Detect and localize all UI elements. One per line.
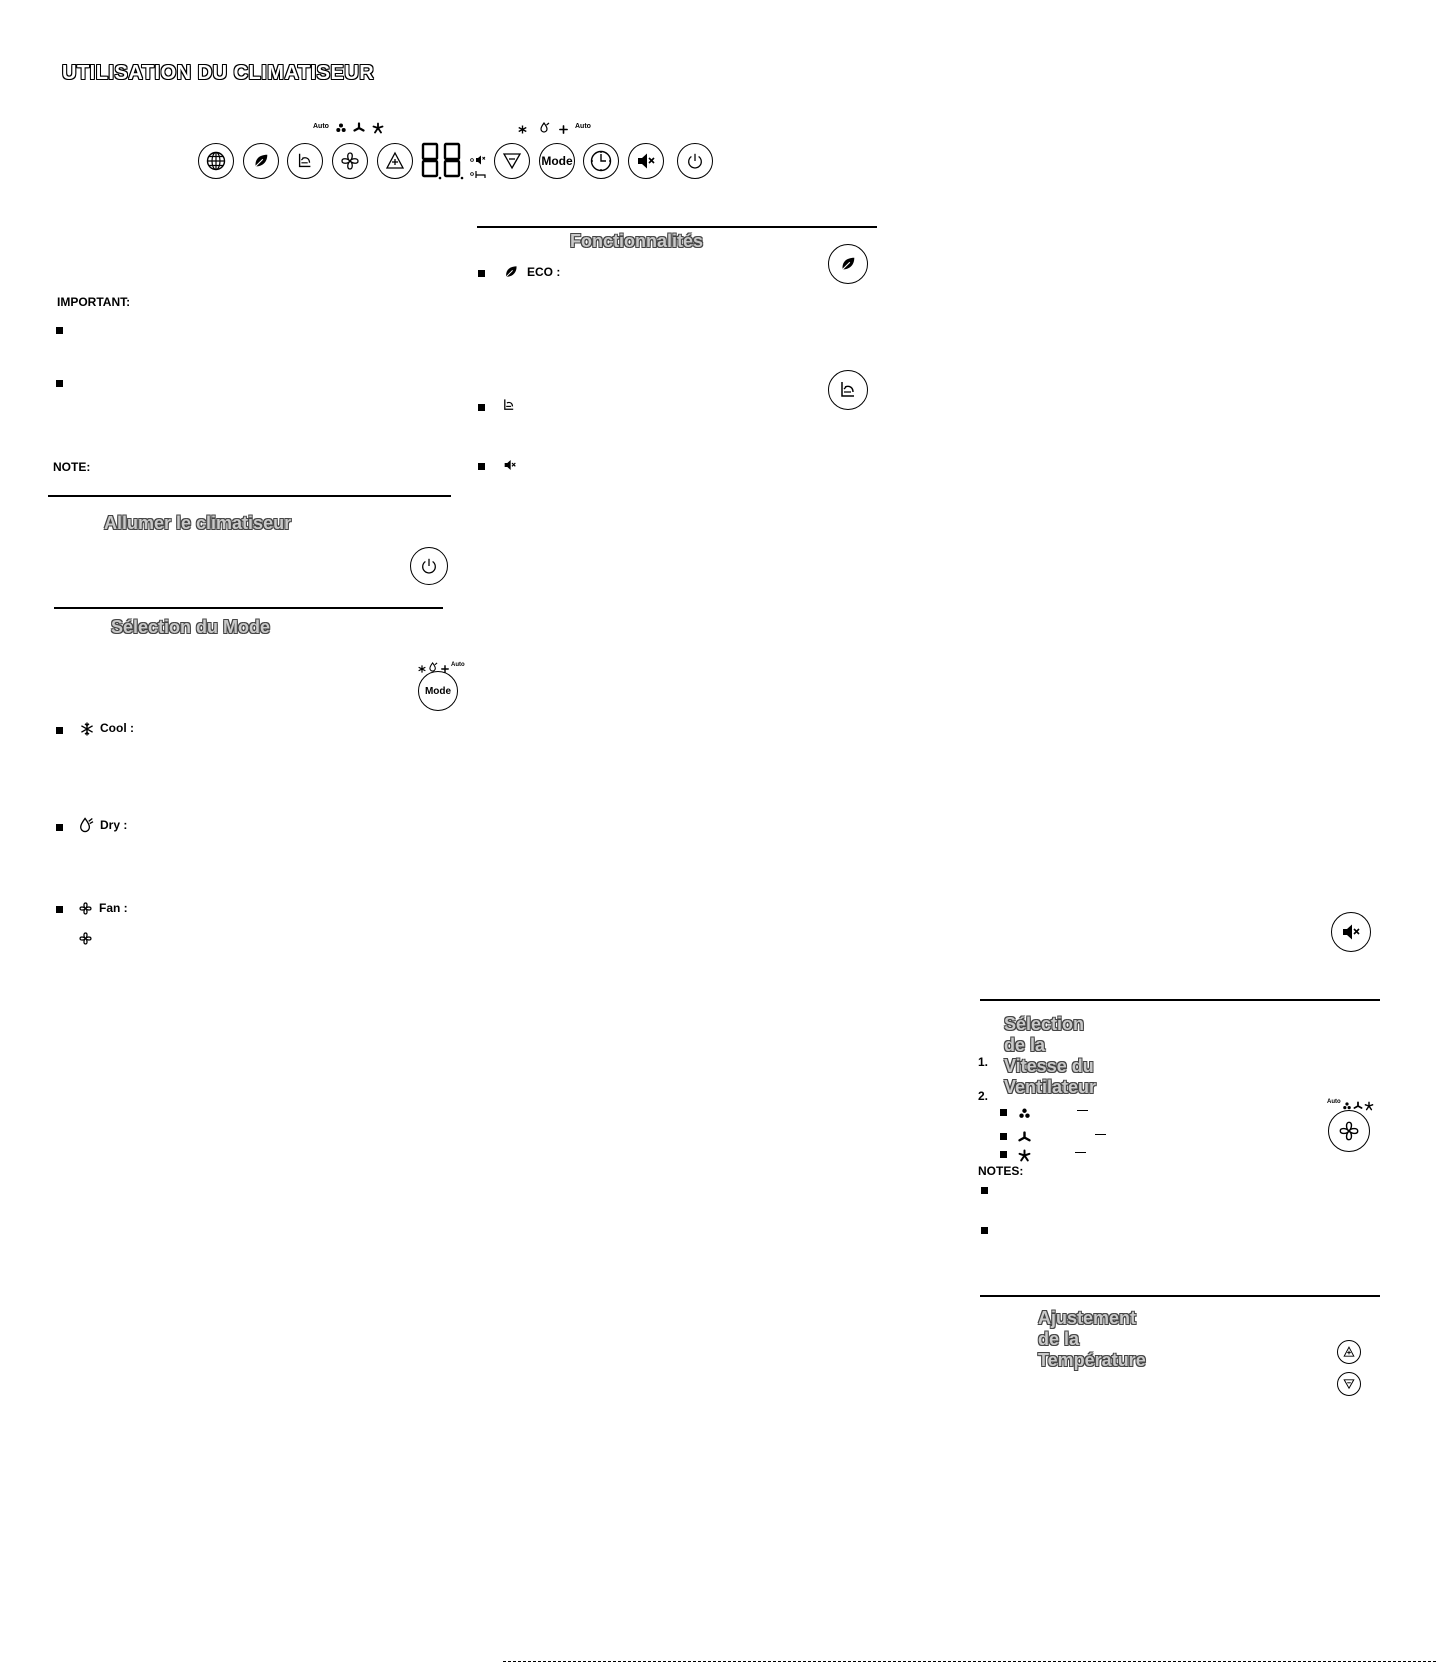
divider xyxy=(48,495,451,497)
power-icon xyxy=(686,152,704,170)
divider xyxy=(980,1295,1380,1297)
bullet xyxy=(56,727,63,734)
divider xyxy=(477,226,877,228)
display-sleep-indicator xyxy=(470,166,486,184)
mute-icon xyxy=(503,458,1341,1370)
swing-icon xyxy=(838,380,858,400)
bullet xyxy=(478,463,485,470)
notes-label: NOTES: xyxy=(978,1164,1024,1178)
power-icon xyxy=(420,557,438,575)
eco-label: ECO : xyxy=(527,265,561,279)
temperature-display xyxy=(420,141,468,181)
high-fan-icon xyxy=(1365,1097,1373,1115)
features-title: Fonctionnalités xyxy=(570,231,704,251)
dash xyxy=(1077,1110,1088,1111)
step-1: 1. xyxy=(978,1055,989,1069)
bullet xyxy=(981,1187,988,1194)
bullet xyxy=(1000,1133,1007,1140)
temp-title: Ajustement de la Température xyxy=(1038,1308,1146,1370)
note-label: NOTE: xyxy=(53,460,91,474)
fan-mode-icon xyxy=(559,121,568,139)
swing-button[interactable] xyxy=(287,143,323,179)
drop-icon xyxy=(540,120,550,138)
fan-speed-button[interactable] xyxy=(332,143,368,179)
mid-fan-icon xyxy=(354,120,364,138)
temp-down-button[interactable] xyxy=(494,143,530,179)
panel-mode-auto-label: Auto xyxy=(575,123,591,130)
page-title: UTILISATION DU CLIMATISEUR xyxy=(62,62,375,84)
divider xyxy=(980,999,1380,1001)
globe-icon xyxy=(206,151,226,171)
high-fan-icon xyxy=(373,120,383,138)
minus-icon xyxy=(1343,1378,1355,1390)
plus-icon xyxy=(385,151,405,171)
fan-icon xyxy=(339,150,361,172)
low-fan-icon xyxy=(1019,1106,1030,1124)
dash xyxy=(1095,1134,1106,1135)
fan-speed-button-illustration xyxy=(1328,1110,1370,1152)
mute-icon xyxy=(1341,923,1361,941)
cool-label: Cool : xyxy=(100,721,134,735)
mode-button[interactable] xyxy=(539,143,575,179)
plus-icon xyxy=(1343,1346,1355,1358)
timer-button[interactable] xyxy=(583,143,619,179)
swing-icon xyxy=(296,152,314,170)
eco-button[interactable] xyxy=(243,143,279,179)
bullet xyxy=(478,404,485,411)
mode-section-title: Sélection du Mode xyxy=(111,617,271,637)
panel-speed-auto-label: Auto xyxy=(313,123,329,130)
bullet xyxy=(1000,1109,1007,1116)
bullet xyxy=(56,906,63,913)
fan-icon xyxy=(1337,1119,1361,1143)
fan-mode-icon xyxy=(78,931,93,951)
mid-fan-icon xyxy=(1019,1130,1030,1148)
snowflake-icon xyxy=(518,121,527,139)
bullet xyxy=(56,824,63,831)
swing-button-illustration xyxy=(828,370,868,410)
bullet xyxy=(981,1227,988,1234)
mode-button-label: Mode xyxy=(424,685,452,697)
mode-button-illustration xyxy=(418,671,458,711)
temp-up-illustration xyxy=(1337,1340,1361,1364)
important-label: IMPORTANT: xyxy=(57,295,131,309)
timer-icon xyxy=(589,149,613,173)
eco-button-illustration xyxy=(828,244,868,284)
fan-speed-auto-label: Auto xyxy=(1327,1099,1341,1105)
divider xyxy=(54,607,443,609)
drop-icon xyxy=(79,817,94,838)
low-fan-icon xyxy=(336,120,346,138)
leaf-icon xyxy=(252,152,270,170)
snowflake-icon xyxy=(80,722,94,741)
mode-button-label: Mode xyxy=(541,154,573,168)
power-button-illustration xyxy=(410,547,448,585)
fan-label: Fan : xyxy=(99,901,128,915)
dry-label: Dry : xyxy=(100,818,128,832)
mute-icon xyxy=(636,152,656,170)
minus-icon xyxy=(502,151,522,171)
leaf-icon xyxy=(839,255,857,273)
bullet xyxy=(56,380,63,387)
temp-up-button[interactable] xyxy=(377,143,413,179)
dash xyxy=(1075,1152,1086,1153)
mute-button-illustration xyxy=(1331,912,1371,952)
bullet xyxy=(56,327,63,334)
mode-auto-label: Auto xyxy=(451,662,465,668)
bullet xyxy=(1000,1151,1007,1158)
fan-speed-title: Sélection de la Vitesse du Ventilateur xyxy=(1004,1014,1097,1097)
temp-down-illustration xyxy=(1337,1372,1361,1396)
leaf-icon xyxy=(503,264,519,285)
swing-icon xyxy=(502,398,516,417)
mute-button[interactable] xyxy=(628,143,664,179)
bullet xyxy=(478,270,485,277)
power-button[interactable] xyxy=(677,143,713,179)
fan-mode-icon xyxy=(78,901,93,921)
power-section-title: Allumer le climatiseur xyxy=(104,513,292,533)
control-panel xyxy=(0,0,933,190)
globe-button[interactable] xyxy=(198,143,234,179)
step-2: 2. xyxy=(978,1089,989,1103)
